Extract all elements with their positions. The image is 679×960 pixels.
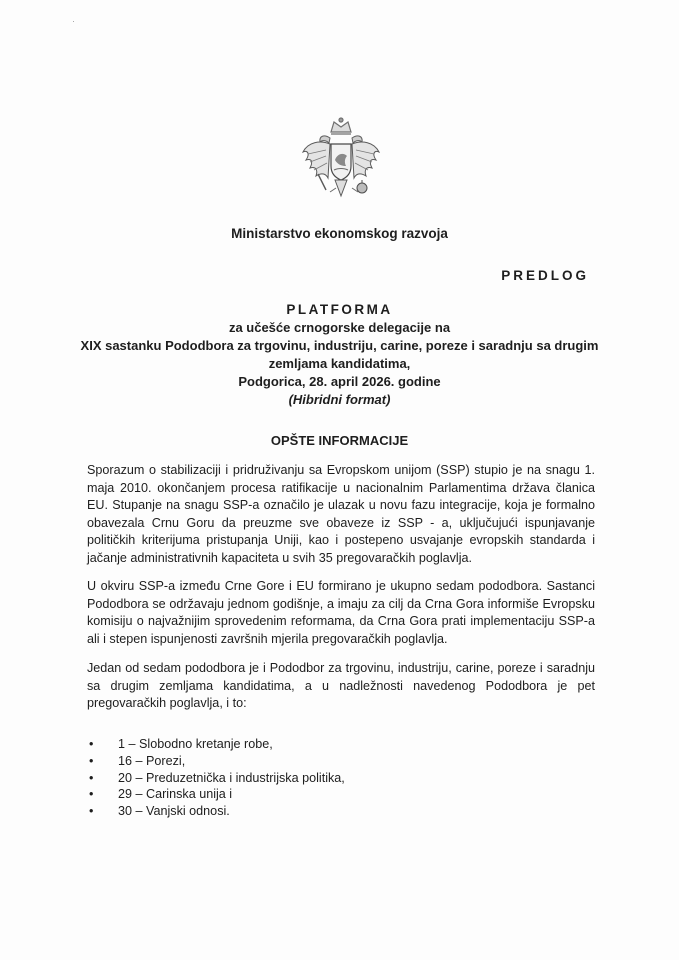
chapter-label: 1 – Slobodno kretanje robe,: [118, 737, 273, 751]
coat-of-arms-icon: [300, 116, 382, 204]
section-heading: OPŠTE INFORMACIJE: [270, 433, 409, 448]
title-subline: XIX sastanku Pododbora za trgovinu, industriju, carine, poreze i saradnju sa drugim: [80, 338, 599, 353]
document-title-block: [60, 301, 619, 409]
list-item: [87, 736, 345, 753]
bullet-icon: •: [89, 787, 94, 802]
paragraph: Sporazum o stabilizaciji i pridruživanju sa Evropskom unijom (SSP) stupio je na snagu 1. maja 2010. okončanjem procesa ratifikacije u nacionalnim Parlamentima država članica EU. Stupanje na snagu SSP-a označilo je ulazak u novu fazu integracije, koja je formalno obavezala Crnu Goru da preuzme sve obaveze iz SSP - a, uključujući ispunjavanje političkih kriterijuma pristupanja Uniji, kao i postepeno usvajanje evropskih standarda i jačanje administrativnih kapaciteta u svih 35 pregovaračkih poglavlja.: [87, 463, 595, 565]
chapter-label: 30 – Vanjski odnosi.: [118, 804, 230, 819]
ministry-name: Ministarstvo ekonomskog razvoja: [231, 226, 448, 241]
paragraph: Jedan od sedam pododbora je i Pododbor za trgovinu, industriju, carine, poreze i saradnju sa drugim zemljama kandidatima, a u nadležnosti navedenog Pododbora je pet pregovaračkih poglavlja, i to:: [87, 661, 595, 711]
bullet-icon: •: [89, 753, 94, 768]
bullet-icon: •: [89, 804, 94, 819]
chapter-label: 16 – Porezi,: [118, 753, 186, 768]
chapter-list: [87, 736, 345, 820]
paragraph: U okviru SSP-a između Crne Gore i EU formirano je ukupno sedam pododbora. Sastanci Pododbora se održavaju jednom godišnje, a imaju za cilj da Crna Gora informiše Evropsku komisiju o najvažnijim sprovedenim reformama, da Crna Gora prati implementaciju SSP-a ali i stepen ispunjenosti završnih mjerila pregovaračkih poglavlja.: [87, 579, 595, 646]
document-title: PLATFORMA: [286, 302, 393, 317]
list-item: [87, 770, 345, 787]
list-item: [87, 753, 345, 770]
meeting-format: (Hibridni format): [288, 392, 391, 407]
bullet-icon: •: [89, 737, 94, 751]
chapter-label: 20 – Preduzetnička i industrijska politika,: [118, 770, 345, 785]
list-item: [87, 803, 345, 820]
title-subline: za učešće crnogorske delegacije na: [228, 320, 451, 335]
chapter-label: 29 – Carinska unija i: [118, 787, 233, 802]
meeting-date-place: Podgorica, 28. april 2026. godine: [238, 374, 441, 389]
title-subline: zemljama kandidatima,: [268, 356, 411, 371]
bullet-icon: •: [89, 770, 94, 785]
list-item: [87, 786, 345, 803]
scan-artifact: ·: [72, 16, 75, 26]
document-status: PREDLOG: [501, 268, 589, 283]
